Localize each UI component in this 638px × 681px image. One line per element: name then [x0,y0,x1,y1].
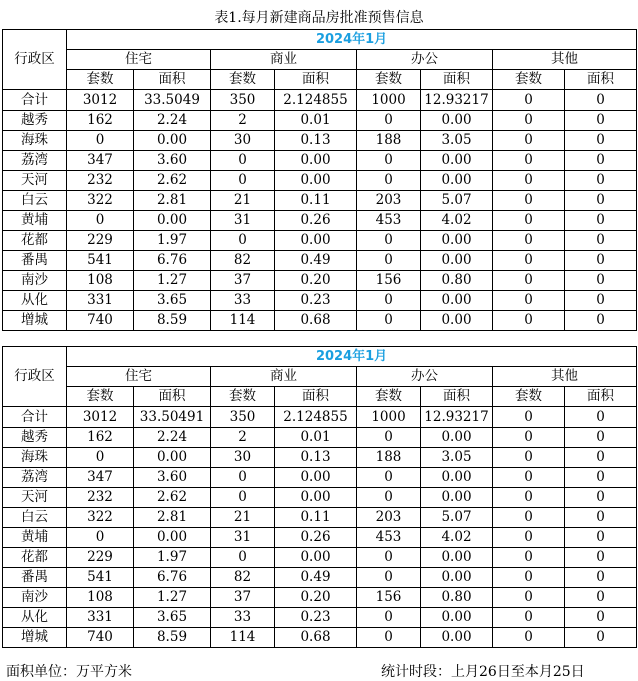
district-name: 花都 [3,231,67,251]
area-cell: 0.01 [275,111,357,131]
area-cell: 0.00 [275,548,357,568]
count-cell: 0 [493,488,565,508]
area-cell: 8.59 [134,628,211,648]
category-header-office: 办公 [357,367,493,387]
count-cell: 0 [211,231,275,251]
area-cell: 0 [565,131,637,151]
area-cell: 0 [565,151,637,171]
count-cell: 0 [211,151,275,171]
area-cell: 0 [565,291,637,311]
table-row [3,548,637,568]
area-cell: 3.60 [134,151,211,171]
count-cell: 350 [211,90,275,111]
statistics-period-note: 统计时段：上月26日至本月25日 [381,664,585,680]
count-cell: 37 [211,588,275,608]
area-cell: 0 [565,468,637,488]
district-name: 花都 [3,548,67,568]
count-cell: 30 [211,131,275,151]
count-cell: 0 [493,171,565,191]
district-name: 白云 [3,508,67,528]
area-cell: 1.27 [134,271,211,291]
count-cell: 0 [493,271,565,291]
count-cell: 0 [493,628,565,648]
table-title: 表1.每月新建商品房批准预售信息 [214,10,424,26]
count-header: 套数 [493,387,565,407]
area-cell: 2.124855 [275,90,357,111]
month-header: 2024年1月 [67,30,637,50]
table-row [3,508,637,528]
count-cell: 0 [493,608,565,628]
area-cell: 12.93217 [421,90,493,111]
total-row [3,90,637,111]
area-cell: 33.5049 [134,90,211,111]
count-cell: 1000 [357,407,421,428]
district-name: 合计 [3,407,67,428]
area-cell: 0.49 [275,568,357,588]
area-cell: 0.00 [421,291,493,311]
count-cell: 114 [211,311,275,331]
count-cell: 0 [493,211,565,231]
area-cell: 0 [565,428,637,448]
area-cell: 0.01 [275,428,357,448]
count-cell: 232 [67,171,134,191]
count-cell: 114 [211,628,275,648]
district-header: 行政区 [3,347,67,407]
count-cell: 31 [211,528,275,548]
area-header: 面积 [275,70,357,90]
district-name: 海珠 [3,448,67,468]
count-cell: 0 [493,428,565,448]
area-cell: 0.00 [421,428,493,448]
count-cell: 229 [67,231,134,251]
area-cell: 0 [565,548,637,568]
table-row [3,191,637,211]
area-cell: 4.02 [421,211,493,231]
count-cell: 0 [211,488,275,508]
area-cell: 0.11 [275,191,357,211]
count-cell: 740 [67,628,134,648]
area-cell: 0 [565,231,637,251]
count-cell: 156 [357,588,421,608]
area-cell: 8.59 [134,311,211,331]
count-cell: 156 [357,271,421,291]
area-header: 面积 [421,387,493,407]
category-header-other: 其他 [493,367,637,387]
count-cell: 0 [357,568,421,588]
area-cell: 0.68 [275,311,357,331]
count-cell: 0 [357,628,421,648]
area-cell: 0.00 [421,111,493,131]
district-name: 天河 [3,488,67,508]
table-row [3,448,637,468]
district-name: 番禺 [3,568,67,588]
count-cell: 0 [211,171,275,191]
category-header-residential: 住宅 [67,50,211,70]
district-name: 黄埔 [3,211,67,231]
count-cell: 2 [211,111,275,131]
area-cell: 1.27 [134,588,211,608]
area-cell: 0.20 [275,588,357,608]
count-cell: 0 [67,131,134,151]
area-cell: 0.80 [421,271,493,291]
area-cell: 0.00 [421,628,493,648]
count-cell: 0 [357,291,421,311]
count-cell: 0 [493,111,565,131]
area-cell: 0.23 [275,291,357,311]
area-cell: 0 [565,251,637,271]
header-row-month [3,30,637,50]
table-row [3,428,637,448]
area-cell: 0 [565,211,637,231]
count-cell: 0 [357,311,421,331]
count-cell: 0 [357,231,421,251]
area-cell: 0.00 [275,468,357,488]
category-header-office: 办公 [357,50,493,70]
area-cell: 0 [565,528,637,548]
area-cell: 0.00 [275,231,357,251]
area-cell: 0 [565,407,637,428]
count-cell: 0 [493,548,565,568]
count-cell: 0 [67,528,134,548]
count-cell: 33 [211,291,275,311]
area-cell: 0 [565,588,637,608]
count-header: 套数 [67,70,134,90]
area-cell: 2.124855 [275,407,357,428]
area-cell: 3.65 [134,291,211,311]
count-cell: 3012 [67,90,134,111]
area-cell: 0.11 [275,508,357,528]
month-header: 2024年1月 [67,347,637,367]
area-cell: 0 [565,568,637,588]
area-cell: 3.05 [421,448,493,468]
table-row [3,111,637,131]
count-header: 套数 [67,387,134,407]
area-header: 面积 [134,70,211,90]
area-cell: 0.68 [275,628,357,648]
count-cell: 541 [67,251,134,271]
count-cell: 0 [493,311,565,331]
area-cell: 2.81 [134,191,211,211]
count-cell: 229 [67,548,134,568]
count-cell: 0 [493,568,565,588]
area-cell: 1.97 [134,231,211,251]
count-cell: 1000 [357,90,421,111]
count-cell: 0 [493,191,565,211]
count-cell: 0 [493,291,565,311]
count-cell: 0 [67,211,134,231]
area-cell: 2.24 [134,111,211,131]
count-header: 套数 [211,70,275,90]
count-cell: 347 [67,151,134,171]
header-row-categories [3,50,637,70]
area-cell: 6.76 [134,251,211,271]
area-cell: 6.76 [134,568,211,588]
count-cell: 3012 [67,407,134,428]
count-cell: 188 [357,131,421,151]
table-row [3,311,637,331]
table-row [3,231,637,251]
count-cell: 541 [67,568,134,588]
area-cell: 3.60 [134,468,211,488]
count-cell: 31 [211,211,275,231]
district-name: 增城 [3,311,67,331]
area-cell: 0 [565,191,637,211]
area-cell: 0.00 [134,448,211,468]
area-cell: 2.62 [134,171,211,191]
count-cell: 21 [211,508,275,528]
count-cell: 37 [211,271,275,291]
district-name: 越秀 [3,111,67,131]
category-header-commercial: 商业 [211,50,357,70]
presale-table-2 [2,346,637,648]
count-cell: 108 [67,271,134,291]
category-header-commercial: 商业 [211,367,357,387]
count-cell: 0 [357,468,421,488]
count-cell: 0 [493,468,565,488]
table-row [3,251,637,271]
count-cell: 0 [211,468,275,488]
area-cell: 0.00 [134,528,211,548]
area-cell: 0 [565,488,637,508]
district-name: 海珠 [3,131,67,151]
count-cell: 0 [67,448,134,468]
table-row [3,528,637,548]
count-cell: 0 [357,171,421,191]
count-cell: 82 [211,251,275,271]
area-cell: 2.24 [134,428,211,448]
area-cell: 0.26 [275,211,357,231]
count-cell: 0 [357,488,421,508]
table-row [3,171,637,191]
table-row [3,271,637,291]
area-cell: 0 [565,171,637,191]
area-cell: 0.00 [421,488,493,508]
presale-table-1 [2,29,637,331]
table-row [3,568,637,588]
area-cell: 0.00 [275,171,357,191]
count-cell: 0 [357,251,421,271]
count-cell: 0 [493,251,565,271]
table-row [3,291,637,311]
area-cell: 0.00 [421,151,493,171]
area-cell: 0.00 [421,311,493,331]
area-cell: 1.97 [134,548,211,568]
count-cell: 0 [357,608,421,628]
district-name: 合计 [3,90,67,111]
area-cell: 3.05 [421,131,493,151]
table-row [3,151,637,171]
count-cell: 108 [67,588,134,608]
area-cell: 0.00 [421,251,493,271]
count-cell: 0 [493,90,565,111]
area-cell: 0.00 [421,548,493,568]
count-cell: 0 [493,528,565,548]
area-cell: 0 [565,311,637,331]
area-cell: 0 [565,90,637,111]
count-cell: 0 [357,151,421,171]
area-cell: 0.00 [421,171,493,191]
count-cell: 322 [67,191,134,211]
area-header: 面积 [275,387,357,407]
count-cell: 0 [211,548,275,568]
area-cell: 0 [565,508,637,528]
table-row [3,131,637,151]
area-cell: 33.50491 [134,407,211,428]
district-name: 黄埔 [3,528,67,548]
district-name: 荔湾 [3,151,67,171]
area-cell: 0.13 [275,448,357,468]
count-cell: 203 [357,191,421,211]
area-cell: 5.07 [421,508,493,528]
table-row [3,628,637,648]
district-name: 越秀 [3,428,67,448]
area-cell: 0.80 [421,588,493,608]
count-cell: 82 [211,568,275,588]
district-name: 番禺 [3,251,67,271]
table-row [3,608,637,628]
count-cell: 453 [357,528,421,548]
district-name: 天河 [3,171,67,191]
area-cell: 3.65 [134,608,211,628]
count-cell: 0 [493,508,565,528]
table-row [3,488,637,508]
count-cell: 347 [67,468,134,488]
area-cell: 0.00 [421,608,493,628]
area-cell: 0.26 [275,528,357,548]
district-header: 行政区 [3,30,67,90]
count-cell: 203 [357,508,421,528]
count-cell: 162 [67,111,134,131]
area-header: 面积 [134,387,211,407]
count-cell: 453 [357,211,421,231]
district-name: 白云 [3,191,67,211]
district-name: 从化 [3,291,67,311]
count-cell: 740 [67,311,134,331]
count-header: 套数 [493,70,565,90]
total-row [3,407,637,428]
count-cell: 0 [493,151,565,171]
area-cell: 0.00 [421,568,493,588]
count-cell: 162 [67,428,134,448]
area-cell: 0.20 [275,271,357,291]
count-cell: 0 [493,448,565,468]
area-cell: 12.93217 [421,407,493,428]
count-header: 套数 [357,70,421,90]
category-header-other: 其他 [493,50,637,70]
count-cell: 322 [67,508,134,528]
district-name: 荔湾 [3,468,67,488]
area-cell: 4.02 [421,528,493,548]
district-name: 增城 [3,628,67,648]
area-cell: 0.00 [134,131,211,151]
count-cell: 0 [493,231,565,251]
area-cell: 0 [565,448,637,468]
header-row-month [3,347,637,367]
header-row-subcolumns [3,70,637,90]
count-cell: 0 [357,428,421,448]
count-cell: 30 [211,448,275,468]
count-header: 套数 [357,387,421,407]
area-cell: 0 [565,271,637,291]
district-name: 南沙 [3,588,67,608]
header-row-categories [3,367,637,387]
district-name: 从化 [3,608,67,628]
area-cell: 0.00 [275,488,357,508]
count-cell: 0 [357,111,421,131]
count-cell: 2 [211,428,275,448]
area-cell: 0 [565,608,637,628]
table-row [3,211,637,231]
area-cell: 0.00 [421,231,493,251]
area-cell: 0 [565,111,637,131]
count-cell: 0 [493,588,565,608]
count-cell: 33 [211,608,275,628]
category-header-residential: 住宅 [67,367,211,387]
count-header: 套数 [211,387,275,407]
area-unit-note: 面积单位：万平方米 [6,664,132,680]
district-name: 南沙 [3,271,67,291]
count-cell: 0 [493,407,565,428]
area-header: 面积 [565,387,637,407]
count-cell: 21 [211,191,275,211]
area-header: 面积 [565,70,637,90]
header-row-subcolumns [3,387,637,407]
area-cell: 0.13 [275,131,357,151]
count-cell: 188 [357,448,421,468]
count-cell: 0 [493,131,565,151]
area-cell: 2.62 [134,488,211,508]
area-cell: 0.23 [275,608,357,628]
area-cell: 5.07 [421,191,493,211]
area-header: 面积 [421,70,493,90]
table-row [3,588,637,608]
area-cell: 0.00 [421,468,493,488]
count-cell: 232 [67,488,134,508]
count-cell: 331 [67,608,134,628]
table-row [3,468,637,488]
area-cell: 2.81 [134,508,211,528]
area-cell: 0 [565,628,637,648]
area-cell: 0.49 [275,251,357,271]
count-cell: 350 [211,407,275,428]
count-cell: 0 [357,548,421,568]
area-cell: 0.00 [275,151,357,171]
area-cell: 0.00 [134,211,211,231]
count-cell: 331 [67,291,134,311]
